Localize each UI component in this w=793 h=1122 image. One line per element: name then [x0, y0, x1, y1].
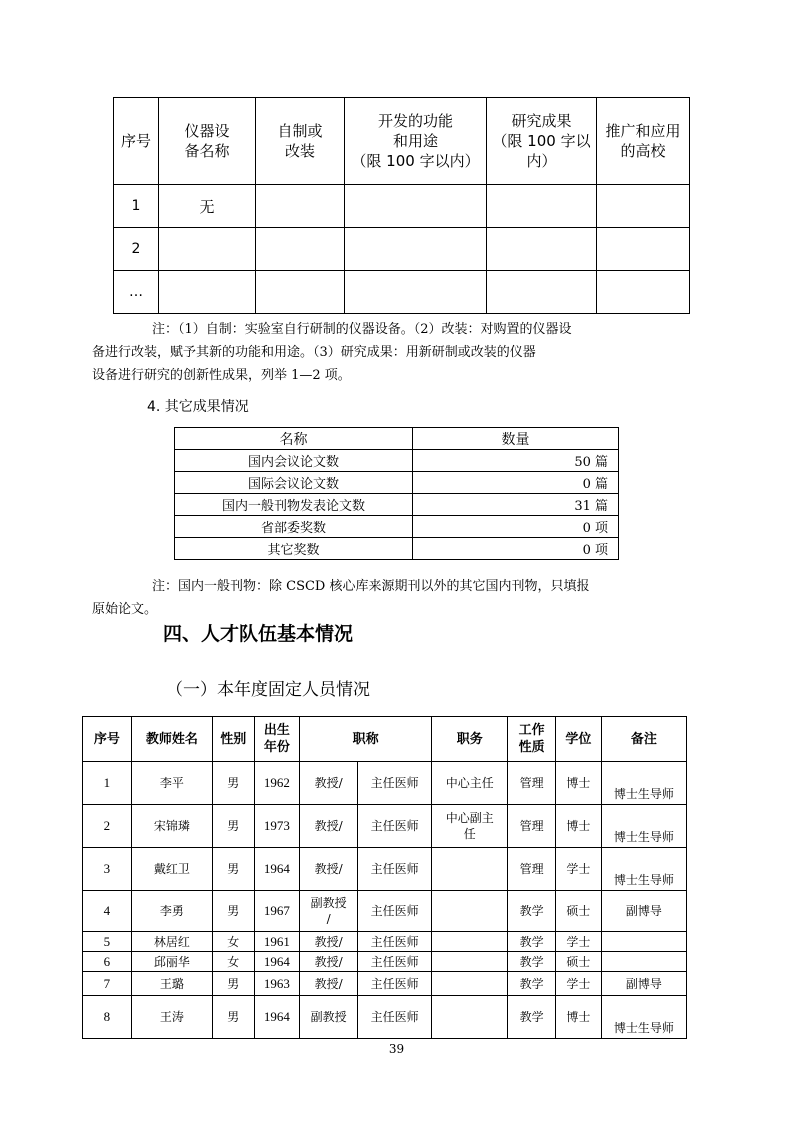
table-cell: 50 篇: [413, 450, 619, 472]
table-cell: 1961: [254, 932, 300, 952]
table-row: [83, 972, 687, 996]
table-cell: 男: [212, 891, 254, 932]
table-cell: [597, 185, 690, 228]
staff-table: [82, 716, 687, 1039]
table-cell: [256, 228, 345, 271]
table-row: [175, 494, 619, 516]
table-cell: 其它奖数: [175, 538, 413, 560]
table-cell: 管理: [508, 848, 556, 891]
table-cell: [159, 228, 256, 271]
table-cell: 0 项: [413, 538, 619, 560]
table-cell: 主任医师: [358, 996, 432, 1039]
subsection-title: （一）本年度固定人员情况: [166, 680, 370, 700]
header-cell: 研究成果 （限 100 字以 内）: [487, 98, 597, 185]
table-cell: 1967: [254, 891, 300, 932]
table-cell: 1962: [254, 762, 300, 805]
achievement-table: [174, 427, 619, 560]
table-cell: 教学: [508, 932, 556, 952]
table-cell: 教授/: [300, 762, 358, 805]
table-cell: 男: [212, 805, 254, 848]
table-cell: 1963: [254, 972, 300, 996]
header-cell: 自制或 改装: [256, 98, 345, 185]
table-row: [175, 538, 619, 560]
table-cell: 副教授 /: [300, 891, 358, 932]
table-cell: 1973: [254, 805, 300, 848]
table-cell: 男: [212, 762, 254, 805]
header-cell: 序号: [114, 98, 159, 185]
table-cell: [432, 848, 508, 891]
table-cell: 硕士: [556, 891, 602, 932]
table-cell: 王涛: [131, 996, 212, 1039]
table-cell: [487, 228, 597, 271]
table-cell: [601, 932, 686, 952]
table-cell: 王璐: [131, 972, 212, 996]
table-cell: 教授/: [300, 805, 358, 848]
table-cell: 邱丽华: [131, 952, 212, 972]
table-cell: 无: [159, 185, 256, 228]
table-cell: 主任医师: [358, 932, 432, 952]
table-cell: 学士: [556, 848, 602, 891]
table-cell: 教授/: [300, 972, 358, 996]
note-line: 注：（1）自制：实验室自行研制的仪器设备。（2）改装：对购置的仪器设: [152, 322, 572, 337]
table-cell: 教学: [508, 952, 556, 972]
table-row: [83, 762, 687, 805]
table-row: [83, 952, 687, 972]
table-cell: [487, 271, 597, 314]
table-cell: 国内一般刊物发表论文数: [175, 494, 413, 516]
table-cell: 博士: [556, 805, 602, 848]
table-cell: 硕士: [556, 952, 602, 972]
table-cell: 8: [83, 996, 132, 1039]
table-row: [175, 472, 619, 494]
table-cell: 教授/: [300, 932, 358, 952]
note-line: 备进行改装，赋予其新的功能和用途。（3）研究成果：用新研制或改装的仪器: [92, 345, 536, 360]
table-cell: 博士: [556, 996, 602, 1039]
note-line: 原始论文。: [92, 602, 158, 617]
table-cell: [345, 271, 487, 314]
table-cell: 男: [212, 848, 254, 891]
page-number: 39: [388, 1042, 405, 1056]
table-cell: [487, 185, 597, 228]
header-cell: 出生 年份: [254, 717, 300, 762]
header-cell: 备注: [601, 717, 686, 762]
table-cell: 主任医师: [358, 891, 432, 932]
instrument-table-header: [114, 98, 690, 185]
table-cell: 主任医师: [358, 848, 432, 891]
table-cell: [432, 891, 508, 932]
table-cell: 戴红卫: [131, 848, 212, 891]
table-cell: 女: [212, 932, 254, 952]
header-cell: 教师姓名: [131, 717, 212, 762]
header-cell: 工作 性质: [508, 717, 556, 762]
table-cell: 男: [212, 972, 254, 996]
table-cell: [256, 271, 345, 314]
table-cell: 管理: [508, 805, 556, 848]
table-cell: 2: [83, 805, 132, 848]
table-cell: 3: [83, 848, 132, 891]
table-cell: 0 篇: [413, 472, 619, 494]
table-cell: 学士: [556, 932, 602, 952]
table-row: [175, 516, 619, 538]
table-cell: 中心副主 任: [432, 805, 508, 848]
table-row: [175, 450, 619, 472]
table-cell: 学士: [556, 972, 602, 996]
table-cell: [432, 996, 508, 1039]
table-cell: [432, 932, 508, 952]
table-cell: 博士生导师: [601, 762, 686, 805]
table-cell: 1: [114, 185, 159, 228]
table-row: [83, 848, 687, 891]
table-cell: 0 项: [413, 516, 619, 538]
table-cell: 副博导: [601, 972, 686, 996]
table-cell: 李平: [131, 762, 212, 805]
header-cell: 仪器设 备名称: [159, 98, 256, 185]
table-row: [83, 996, 687, 1039]
table-cell: 主任医师: [358, 972, 432, 996]
header-cell: 职称: [300, 717, 432, 762]
achievement-table-header: [175, 428, 619, 450]
table-cell: 副博导: [601, 891, 686, 932]
table-row: [83, 891, 687, 932]
table-cell: 主任医师: [358, 762, 432, 805]
table-row: [114, 228, 690, 271]
table-cell: 管理: [508, 762, 556, 805]
note-line: 注：国内一般刊物：除 CSCD 核心库来源期刊以外的其它国内刊物，只填报: [152, 579, 590, 594]
table-cell: 李勇: [131, 891, 212, 932]
table-cell: 1964: [254, 996, 300, 1039]
table-cell: 教学: [508, 972, 556, 996]
table-cell: 林居红: [131, 932, 212, 952]
table-cell: 国际会议论文数: [175, 472, 413, 494]
table-cell: …: [114, 271, 159, 314]
header-cell: 名称: [175, 428, 413, 450]
table-cell: [159, 271, 256, 314]
table-cell: [597, 228, 690, 271]
section-title: 四、人才队伍基本情况: [163, 623, 354, 645]
table-cell: 教授/: [300, 848, 358, 891]
note-line: 设备进行研究的创新性成果，列举 1—2 项。: [92, 368, 351, 383]
table-cell: 国内会议论文数: [175, 450, 413, 472]
table-cell: 女: [212, 952, 254, 972]
table-cell: [432, 952, 508, 972]
table-cell: [345, 228, 487, 271]
table-cell: 主任医师: [358, 805, 432, 848]
header-cell: 数量: [413, 428, 619, 450]
table-cell: [256, 185, 345, 228]
header-cell: 性别: [212, 717, 254, 762]
table-cell: 副教授: [300, 996, 358, 1039]
table-cell: 博士生导师: [601, 996, 686, 1039]
table-cell: 博士生导师: [601, 805, 686, 848]
table-row: [83, 932, 687, 952]
table-cell: 博士生导师: [601, 848, 686, 891]
header-cell: 推广和应用 的高校: [597, 98, 690, 185]
table-cell: [345, 185, 487, 228]
instrument-table: [113, 97, 690, 314]
table-cell: [601, 952, 686, 972]
table-cell: 4: [83, 891, 132, 932]
table-cell: [432, 972, 508, 996]
table-cell: 省部委奖数: [175, 516, 413, 538]
header-cell: 开发的功能 和用途 （限 100 字以内）: [345, 98, 487, 185]
table-cell: 1964: [254, 848, 300, 891]
table-cell: 中心主任: [432, 762, 508, 805]
instrument-note: [92, 318, 682, 387]
table-cell: 教授/: [300, 952, 358, 972]
other-achievements-heading: 4. 其它成果情况: [147, 399, 249, 415]
table-cell: 2: [114, 228, 159, 271]
table-cell: 1964: [254, 952, 300, 972]
table-cell: 5: [83, 932, 132, 952]
staff-table-header: [83, 717, 687, 762]
table-row: [114, 271, 690, 314]
table-cell: 博士: [556, 762, 602, 805]
table-row: [114, 185, 690, 228]
table-row: [83, 805, 687, 848]
header-cell: 职务: [432, 717, 508, 762]
table-cell: 教学: [508, 996, 556, 1039]
journal-note: [92, 575, 682, 621]
table-cell: 主任医师: [358, 952, 432, 972]
table-cell: 男: [212, 996, 254, 1039]
table-cell: 7: [83, 972, 132, 996]
table-cell: [597, 271, 690, 314]
table-cell: 31 篇: [413, 494, 619, 516]
table-cell: 1: [83, 762, 132, 805]
table-cell: 6: [83, 952, 132, 972]
table-cell: 宋锦璘: [131, 805, 212, 848]
table-cell: 教学: [508, 891, 556, 932]
header-cell: 学位: [556, 717, 602, 762]
header-cell: 序号: [83, 717, 132, 762]
